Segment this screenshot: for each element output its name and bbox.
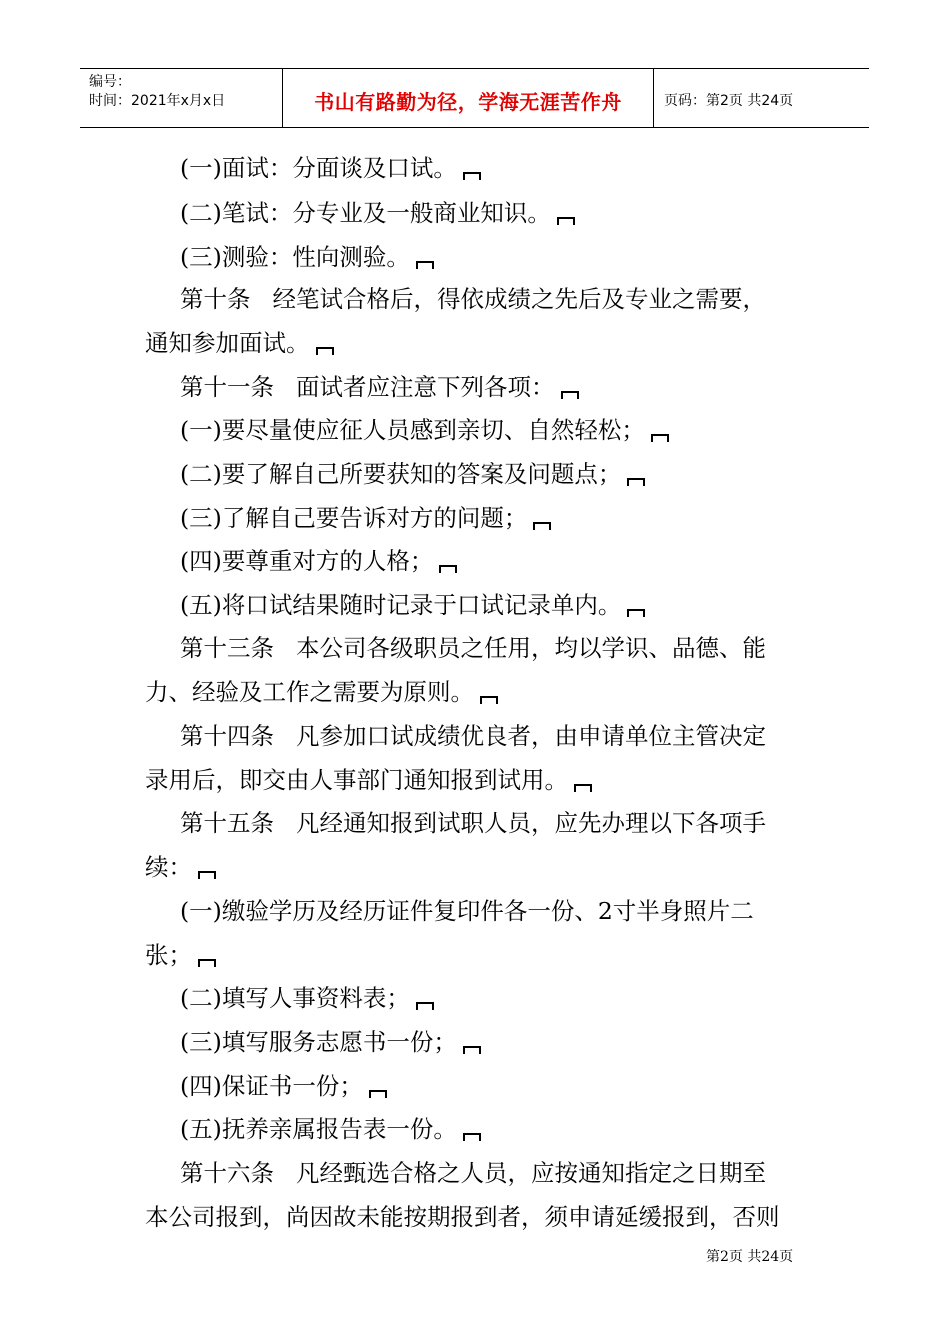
line-text: (四)保证书一份； — [180, 1072, 363, 1100]
paragraph-mark-icon — [416, 1002, 434, 1010]
line-text: 力、经验及工作之需要为原则。 — [145, 678, 474, 706]
line-text: (四)要尊重对方的人格； — [180, 547, 434, 575]
body-line — [180, 242, 434, 272]
line-text: (三)填写服务志愿书一份； — [180, 1028, 457, 1056]
paragraph-mark-icon — [198, 871, 216, 879]
body-line — [180, 198, 575, 228]
body-line — [145, 1202, 780, 1232]
paragraph-mark-icon — [533, 522, 551, 530]
line-text: 第十三条 — [180, 634, 274, 662]
document-time-label: 时间：2021年x月x日 — [89, 93, 226, 109]
paragraph-mark-icon — [651, 434, 669, 442]
line-text: (三)测验：性向测验。 — [180, 243, 410, 271]
line-text: (二)填写人事资料表； — [180, 984, 410, 1012]
line-text: (一)面试：分面谈及口试。 — [180, 154, 457, 182]
paragraph-mark-icon — [369, 1090, 387, 1098]
line-text: (五)将口试结果随时记录于口试记录单内。 — [180, 591, 622, 619]
body-line — [180, 546, 457, 576]
page-number-label: 页码：第2页 共24页 — [664, 93, 794, 109]
paragraph-mark-icon — [463, 1046, 481, 1054]
body-line — [180, 1071, 387, 1101]
paragraph-mark-icon — [316, 347, 334, 355]
line-text: 第十四条 — [180, 722, 274, 750]
line-text: (五)抚养亲属报告表一份。 — [180, 1115, 457, 1143]
body-line — [145, 940, 216, 970]
line-text-continued: 本公司各级职员之任用，均以学识、品德、能 — [296, 634, 766, 662]
body-line — [145, 852, 216, 882]
line-text: 录用后，即交由人事部门通知报到试用。 — [145, 766, 568, 794]
line-text: (二)笔试：分专业及一般商业知识。 — [180, 199, 551, 227]
document-number-label: 编号： — [89, 74, 131, 90]
paragraph-mark-icon — [416, 261, 434, 269]
paragraph-mark-icon — [627, 609, 645, 617]
line-text-continued: 凡经甄选合格之人员，应按通知指定之日期至 — [296, 1159, 766, 1187]
body-line — [180, 896, 754, 926]
line-text: 第十六条 — [180, 1159, 274, 1187]
page-footer: 第2页 共24页 — [706, 1249, 794, 1265]
line-text-continued: 凡经通知报到试职人员，应先办理以下各项手 — [296, 809, 766, 837]
paragraph-mark-icon — [463, 1133, 481, 1141]
line-text: 第十五条 — [180, 809, 274, 837]
body-line — [180, 633, 766, 663]
paragraph-mark-icon — [574, 784, 592, 792]
body-line — [180, 808, 766, 838]
header-page-cell — [654, 69, 869, 127]
body-line — [180, 983, 434, 1013]
paragraph-mark-icon — [627, 478, 645, 486]
header-table — [80, 68, 869, 128]
body-line — [145, 765, 592, 795]
line-text-continued: 凡参加口试成绩优良者，由申请单位主管决定 — [296, 722, 766, 750]
line-text: (一)缴验学历及经历证件复印件各一份、2寸半身照片二 — [180, 897, 754, 925]
line-text: 续： — [145, 853, 192, 881]
line-text: 第十条 — [180, 285, 251, 313]
line-text-continued: 经笔试合格后，得依成绩之先后及专业之需要， — [272, 285, 766, 313]
paragraph-mark-icon — [463, 172, 481, 180]
line-text-continued: 面试者应注意下列各项： — [296, 373, 555, 401]
line-text: 本公司报到，尚因故未能按期报到者，须申请延缓报到，否则 — [145, 1203, 780, 1231]
body-line — [180, 284, 766, 314]
body-line — [145, 677, 498, 707]
paragraph-mark-icon — [198, 959, 216, 967]
line-text: 通知参加面试。 — [145, 329, 310, 357]
line-text: (二)要了解自己所要获知的答案及问题点； — [180, 460, 622, 488]
line-text: (一)要尽量使应征人员感到亲切、自然轻松； — [180, 416, 645, 444]
body-line — [180, 459, 645, 489]
body-line — [180, 372, 579, 402]
body-line — [180, 503, 551, 533]
body-line — [180, 590, 645, 620]
line-text: 第十一条 — [180, 373, 274, 401]
body-line — [180, 721, 766, 751]
line-text: (三)了解自己要告诉对方的问题； — [180, 504, 528, 532]
paragraph-mark-icon — [561, 391, 579, 399]
body-line — [145, 328, 334, 358]
paragraph-mark-icon — [557, 217, 575, 225]
paragraph-mark-icon — [480, 696, 498, 704]
header-motto-cell — [282, 69, 654, 127]
body-line — [180, 1027, 481, 1057]
paragraph-mark-icon — [439, 565, 457, 573]
motto-text: 书山有路勤为径，学海无涯苦作舟 — [314, 90, 622, 114]
body-line — [180, 1158, 766, 1188]
body-line — [180, 415, 669, 445]
header-left-cell — [80, 69, 282, 127]
body-line — [180, 153, 481, 183]
line-text: 张； — [145, 941, 192, 969]
body-line — [180, 1114, 481, 1144]
